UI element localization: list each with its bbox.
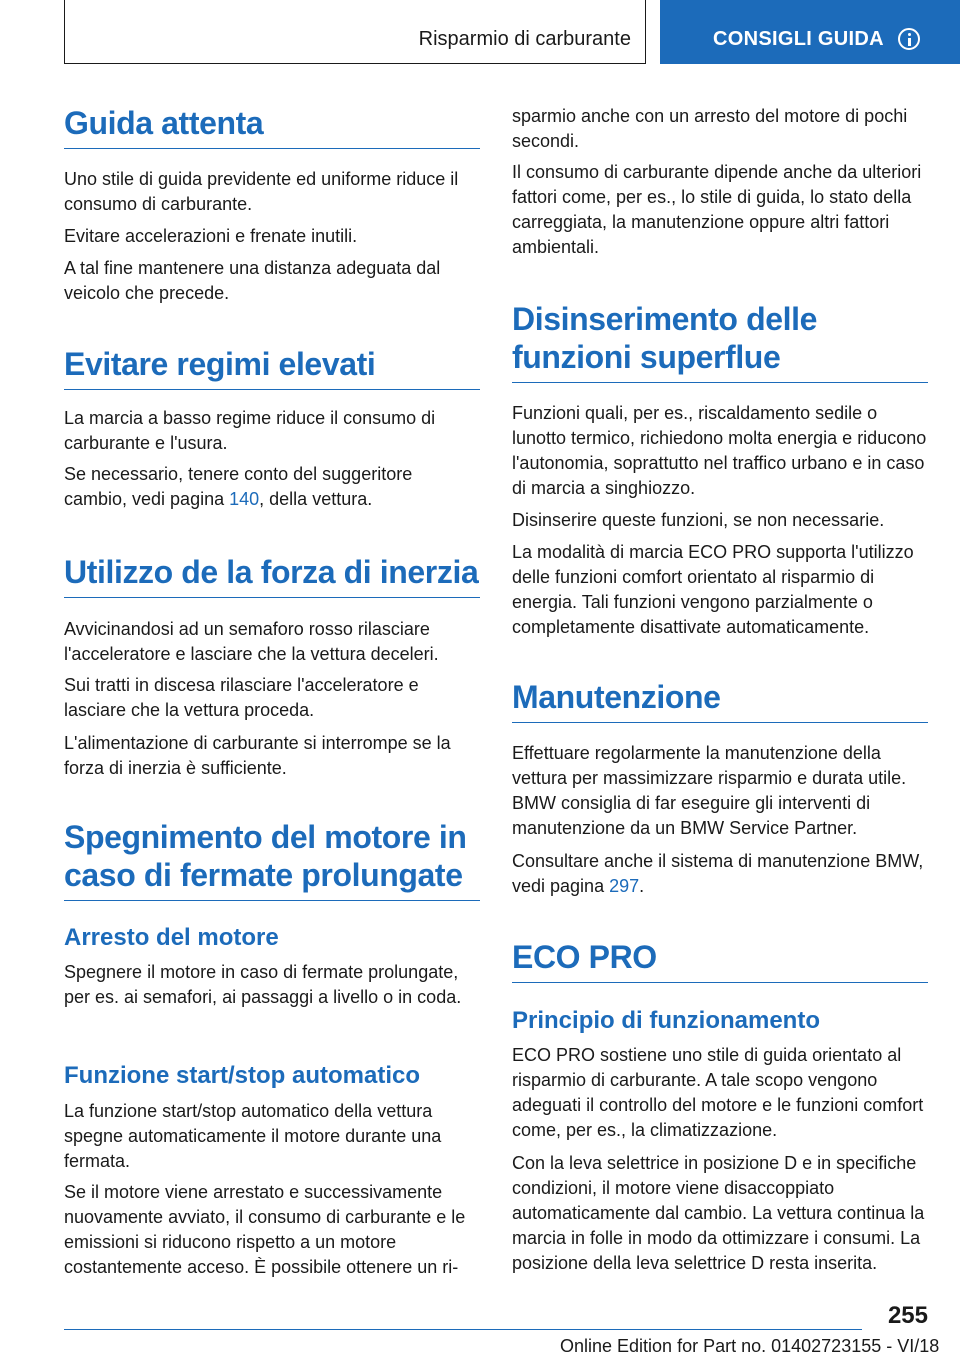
heading-line: Spegnimento del motore in bbox=[64, 819, 467, 855]
heading-regimi: Evitare regimi elevati bbox=[64, 345, 480, 390]
paragraph bbox=[64, 224, 480, 249]
section-guida-attenta bbox=[64, 104, 480, 149]
heading-inerzia: Utilizzo de la forza di inerzia bbox=[64, 553, 480, 598]
paragraph: sparmio anche con un arresto del motore di pochi secondi. bbox=[512, 106, 908, 151]
section-regimi bbox=[64, 345, 480, 390]
paragraph: A tal fine mantenere una distanza adeguata dal veicolo che precede. bbox=[64, 258, 441, 303]
paragraph: Effettuare regolarmente la manutenzione della vettura per massimizzare risparmio e durata utile. BMW consiglia di far eseguire gli interventi di manutenzione da un BMW Service Partner. bbox=[512, 743, 907, 838]
paragraph bbox=[512, 160, 928, 260]
heading-spegnimento bbox=[64, 818, 480, 901]
paragraph bbox=[64, 167, 480, 217]
paragraph bbox=[64, 1180, 480, 1280]
info-icon bbox=[898, 28, 920, 50]
paragraph bbox=[64, 462, 480, 512]
paragraph: ECO PRO sostiene uno stile di guida orientato al risparmio di carburante. A tale scopo vengono adeguati il controllo del motore e le funzioni comfort come, per es., la climatizzazione. bbox=[512, 1045, 924, 1140]
paragraph bbox=[512, 104, 928, 154]
subheading-principio: Principio di funzionamento bbox=[512, 1007, 820, 1034]
paragraph bbox=[512, 540, 928, 640]
page-number: 255 bbox=[887, 1302, 928, 1329]
section-inerzia bbox=[64, 553, 480, 598]
paragraph: La marcia a basso regime riduce il consumo di carburante e l'usura. bbox=[64, 408, 436, 453]
subheading bbox=[512, 1006, 928, 1036]
chapter-tab-label: CONSIGLI GUIDA bbox=[713, 28, 884, 50]
paragraph: La modalità di marcia ECO PRO supporta l'utilizzo delle funzioni comfort orientato al risparmio di energia. Tali funzioni vengono parzialmente o completamente disattivate automaticamente. bbox=[512, 542, 914, 637]
paragraph bbox=[512, 849, 928, 899]
paragraph bbox=[512, 508, 928, 533]
section-disinserimento bbox=[512, 300, 928, 383]
subheading-start-stop: Funzione start/stop automatico bbox=[64, 1062, 421, 1089]
paragraph bbox=[64, 256, 480, 306]
text: Consultare anche il sistema di manutenzione BMW, vedi pagina bbox=[512, 851, 924, 896]
edition-info: Online Edition for Part no. 01402723155 - VI/18 bbox=[560, 1336, 940, 1356]
page-link-297[interactable]: 297 bbox=[609, 876, 640, 896]
section-title: Risparmio di carburante bbox=[418, 28, 631, 50]
footer-divider bbox=[64, 1329, 862, 1330]
page-link-140[interactable]: 140 bbox=[229, 489, 260, 509]
paragraph: L'alimentazione di carburante si interrompe se la forza di inerzia è sufficiente. bbox=[64, 733, 451, 778]
paragraph bbox=[512, 401, 928, 501]
paragraph: Disinserire queste funzioni, se non necessarie. bbox=[512, 510, 885, 530]
paragraph bbox=[64, 617, 480, 667]
chapter-tab[interactable] bbox=[660, 0, 960, 64]
subheading bbox=[64, 923, 480, 953]
text: . bbox=[639, 876, 645, 896]
paragraph: Il consumo di carburante dipende anche da ulteriori fattori come, per es., lo stile di guida, lo stato della carreggiata, la manutenzione oppure altri fattori ambientali. bbox=[512, 162, 922, 257]
paragraph: Con la leva selettrice in posizione D e in specifiche condizioni, il motore viene disaccoppiato automaticamente dal cambio. La vettura continua la marcia in folle in modo da ottimizzare i consumi. La posizione della leva selettrice D resta inserita. bbox=[512, 1153, 925, 1273]
header-frame bbox=[64, 0, 646, 64]
paragraph bbox=[64, 1099, 480, 1174]
paragraph bbox=[512, 741, 928, 841]
text: , della vettura. bbox=[259, 489, 373, 509]
paragraph: La funzione start/stop automatico della vettura spegne automaticamente il motore durante una fermata. bbox=[64, 1101, 442, 1171]
paragraph bbox=[64, 462, 480, 512]
paragraph: Avvicinandosi ad un semaforo rosso rilasciare l'acceleratore e lasciare che la vettura deceleri. bbox=[64, 619, 439, 664]
heading-guida-attenta: Guida attenta bbox=[64, 104, 480, 149]
paragraph bbox=[512, 1043, 928, 1143]
paragraph bbox=[512, 849, 928, 899]
paragraph bbox=[64, 960, 480, 1010]
paragraph: Se il motore viene arrestato e successivamente nuovamente avviato, il consumo di carburante e le emissioni si riducono rispetto a un motore costantemente acceso. È possibile ottenere un ri- bbox=[64, 1182, 466, 1277]
paragraph bbox=[64, 731, 480, 781]
section-eco-pro bbox=[512, 938, 928, 983]
paragraph: Evitare accelerazioni e frenate inutili. bbox=[64, 226, 358, 246]
paragraph bbox=[64, 673, 480, 723]
paragraph: Sui tratti in discesa rilasciare l'acceleratore e lasciare che la vettura proceda. bbox=[64, 675, 419, 720]
heading-line: funzioni superflue bbox=[512, 339, 781, 375]
subheading-arresto: Arresto del motore bbox=[64, 924, 279, 951]
paragraph: Spegnere il motore in caso di fermate prolungate, per es. ai semafori, ai passaggi a livello o in coda. bbox=[64, 962, 462, 1007]
heading-eco-pro: ECO PRO bbox=[512, 938, 928, 983]
subheading bbox=[64, 1061, 480, 1091]
paragraph bbox=[512, 1151, 928, 1276]
section-spegnimento bbox=[64, 818, 480, 901]
text: Se necessario, tenere conto del suggeritore cambio, vedi pagina bbox=[64, 464, 413, 509]
paragraph: Funzioni quali, per es., riscaldamento sedile o lunotto termico, richiedono molta energia e riducono l'autonomia, soprattutto nel traffico urbano e in caso di marcia a singhiozzo. bbox=[512, 403, 927, 498]
paragraph: Uno stile di guida previdente ed uniforme riduce il consumo di carburante. bbox=[64, 169, 459, 214]
section-manutenzione bbox=[512, 678, 928, 723]
paragraph bbox=[64, 406, 480, 456]
heading-line: caso di fermate prolungate bbox=[64, 857, 463, 893]
heading-disinserimento bbox=[512, 300, 928, 383]
heading-manutenzione: Manutenzione bbox=[512, 678, 928, 723]
heading-line: Disinserimento delle bbox=[512, 301, 817, 337]
